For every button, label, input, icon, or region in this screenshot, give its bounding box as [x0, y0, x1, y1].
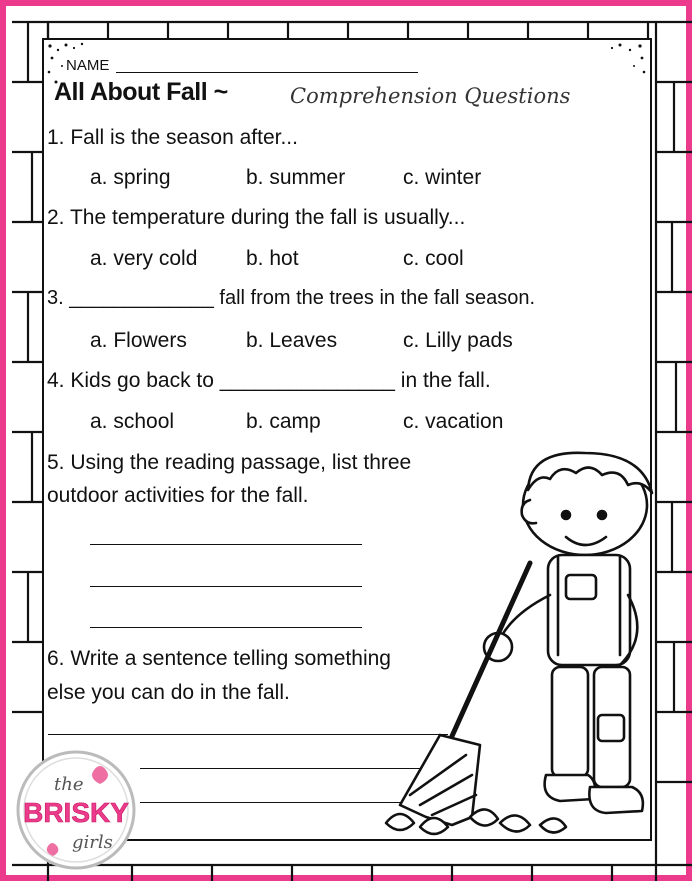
q4-option-c[interactable]: c. vacation	[403, 410, 504, 433]
corner-dots-right	[590, 40, 650, 90]
logo-line-1: the	[54, 774, 84, 795]
q1-option-b[interactable]: b. summer	[246, 166, 346, 189]
question-4: 4. Kids go back to _______________ in the fall.	[47, 369, 491, 392]
q3-option-b[interactable]: b. Leaves	[246, 329, 338, 352]
q2-option-c[interactable]: c. cool	[403, 247, 464, 270]
answer-line-5a[interactable]	[90, 544, 362, 545]
q2-option-a[interactable]: a. very cold	[90, 247, 198, 270]
q3-option-c[interactable]: c. Lilly pads	[403, 329, 513, 352]
worksheet-title: All About Fall ~	[54, 78, 228, 106]
q4-option-a[interactable]: a. school	[90, 410, 175, 433]
name-field-line[interactable]	[116, 72, 418, 73]
answer-line-5b[interactable]	[90, 586, 362, 587]
logo-line-3: girls	[72, 832, 113, 853]
question-5-line-2: outdoor activities for the fall.	[47, 484, 309, 507]
q1-option-a[interactable]: a. spring	[90, 166, 171, 189]
worksheet-subtitle: Comprehension Questions	[290, 84, 571, 108]
answer-line-5c[interactable]	[90, 627, 362, 628]
question-2: 2. The temperature during the fall is usually...	[47, 206, 466, 229]
name-label: NAME	[66, 57, 110, 74]
question-5-line-1: 5. Using the reading passage, list three	[47, 451, 412, 474]
q3-option-a[interactable]: a. Flowers	[90, 329, 187, 352]
q1-option-c[interactable]: c. winter	[403, 166, 482, 189]
question-6-line-1: 6. Write a sentence telling something	[47, 647, 391, 670]
q2-option-b[interactable]: b. hot	[246, 247, 299, 270]
question-6-line-2: else you can do in the fall.	[47, 681, 290, 704]
answer-line-6c[interactable]	[140, 802, 410, 803]
boy-raking-leaves-illustration	[380, 445, 670, 845]
q4-option-b[interactable]: b. camp	[246, 410, 321, 433]
question-1: 1. Fall is the season after...	[47, 126, 298, 149]
logo-line-2: BRISKY	[23, 797, 129, 828]
question-3: 3. _____________ fall from the trees in the fall season.	[47, 287, 536, 309]
the-brisky-girls-logo	[14, 748, 138, 872]
